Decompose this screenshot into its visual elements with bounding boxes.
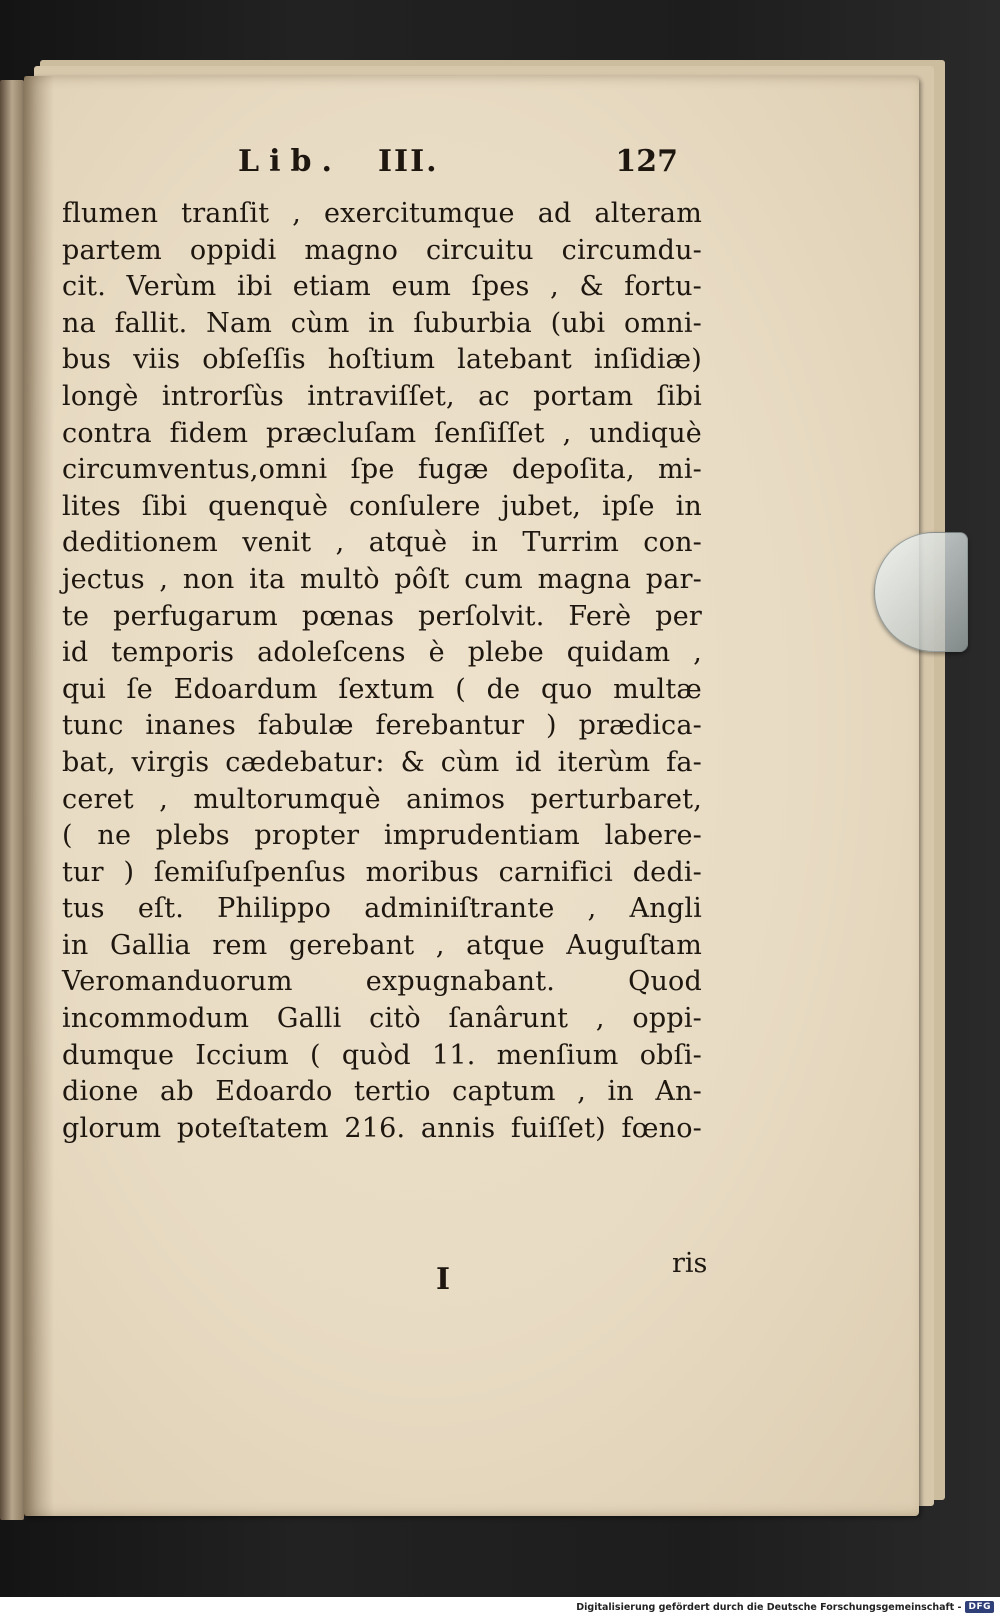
text-line: longè introrſùs intraviſſet, ac portam ſibi: [62, 380, 702, 412]
text-line: Veromanduorum expugnabant. Quod: [62, 966, 702, 998]
text-line: circumventus,omni ſpe fugæ depoſita, mi-: [62, 454, 702, 486]
footer-credit-text: Digitalisierung gefördert durch die Deutsche Forschungsgemeinschaft -: [576, 1601, 962, 1613]
text-line: tus eſt. Philippo adminiſtrante , Angli: [62, 893, 702, 925]
text-line: ( ne plebs propter imprudentiam labere-: [62, 820, 702, 852]
text-line: qui ſe Edoardum ſextum ( de quo multæ: [62, 673, 702, 705]
page-number: 127: [615, 144, 678, 179]
signature-mark: I: [436, 1262, 451, 1297]
text-line: jectus , non ita multò pôſt cum magna par-: [62, 563, 702, 595]
text-line: bat, virgis cædebatur: & cùm id iterùm fa-: [62, 746, 702, 778]
text-line: tur ) ſemiſuſpenſus moribus carnifici dedi-: [62, 856, 702, 888]
text-line: glorum poteſtatem 216. annis fuiſſet) fœno-: [62, 1112, 702, 1144]
text-line: cit. Verùm ibi etiam eum ſpes , & fortu-: [62, 271, 702, 303]
running-head: [238, 144, 678, 188]
text-line: incommodum Galli citò ſanârunt , oppi-: [62, 1003, 702, 1035]
left-page-edge: [0, 80, 24, 1520]
text-line: na fallit. Nam cùm in ſuburbia (ubi omni-: [62, 307, 702, 339]
running-head-title: Lib.: [238, 144, 342, 179]
text-line: partem oppidi magno circuitu circumdu-: [62, 234, 702, 266]
text-line: tunc inanes fabulæ ferebantur ) prædica-: [62, 710, 702, 742]
text-line: dione ab Edoardo tertio captum , in An-: [62, 1076, 702, 1108]
text-line: te perfugarum pœnas perſolvit. Ferè per: [62, 600, 702, 632]
text-line: dumque Iccium ( quòd 11. menſium obſi-: [62, 1039, 702, 1071]
text-line: id temporis adoleſcens è plebe quidam ,: [62, 637, 702, 669]
text-line: contra fidem præcluſam ſenſiſſet , undiquè: [62, 417, 702, 449]
spine-shadow: [24, 76, 54, 1516]
catchword: ris: [672, 1248, 708, 1279]
text-line: deditionem venit , atquè in Turrim con-: [62, 527, 702, 559]
digitization-footer: [576, 1599, 994, 1615]
text-line: bus viis obſeſſis hoſtium latebant inſidiæ): [62, 344, 702, 376]
text-line: lites ſibi quenquè conſulere jubet, ipſe in: [62, 490, 702, 522]
body-text: [62, 196, 702, 1147]
text-line: ceret , multorumquè animos perturbaret,: [62, 783, 702, 815]
dfg-logo: DFG: [965, 1601, 994, 1613]
running-head-book-number: III.: [378, 144, 439, 179]
text-line: in Gallia rem gerebant , atque Auguſtam: [62, 929, 702, 961]
text-line: flumen tranſit , exercitumque ad alteram: [62, 198, 702, 229]
